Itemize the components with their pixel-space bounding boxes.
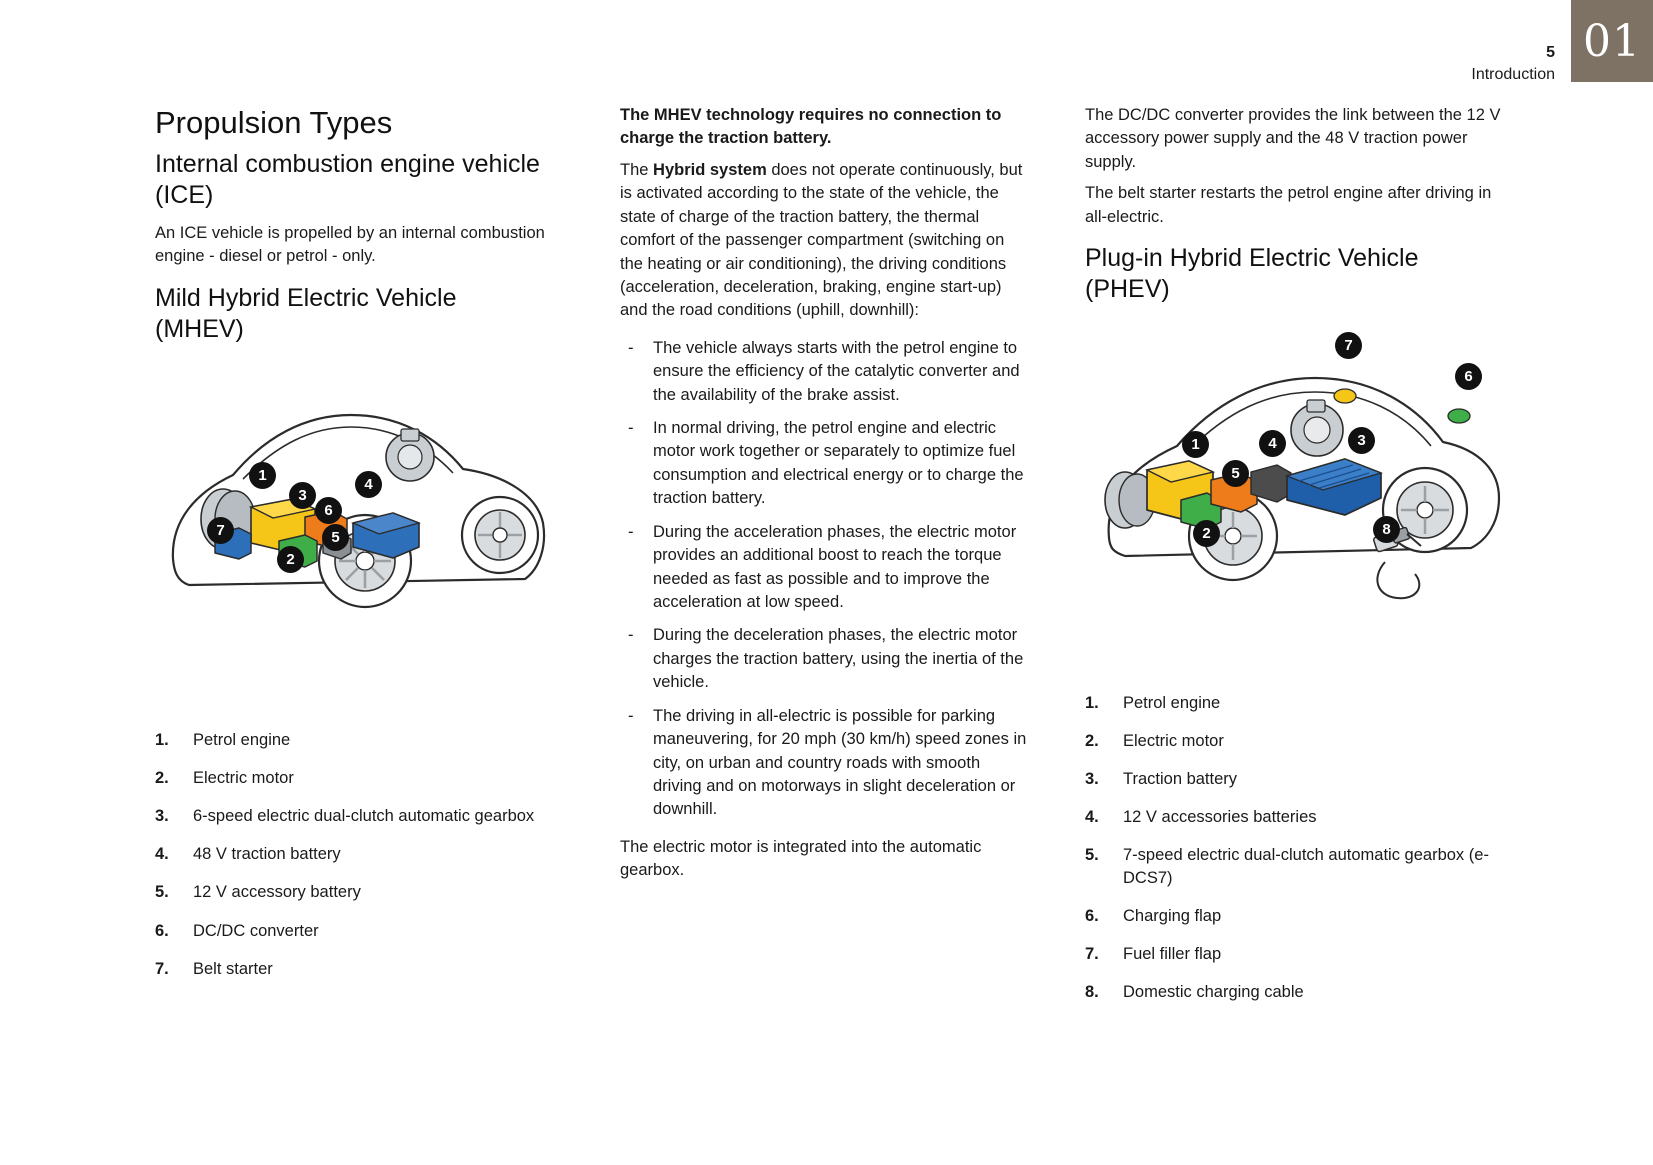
mhev-vehicle-diagram [155, 371, 550, 651]
hybrid-bold-term: Hybrid system [653, 160, 767, 179]
list-item [1085, 730, 1510, 753]
legend-number: 1. [155, 731, 169, 750]
page-content [0, 104, 1653, 1124]
list-item [1085, 692, 1510, 715]
legend-number: 6. [1085, 907, 1099, 926]
legend-label: Petrol engine [193, 731, 291, 750]
list-item: - During the deceleration phases, the electric motor charges the traction battery, using the inertia of the vehicle. [620, 624, 1028, 694]
paragraph-dcdc: The DC/DC converter provides the link between the 12 V accessory power supply and the 48 V traction power supply. [1085, 106, 1501, 171]
legend-label: Traction battery [1123, 769, 1238, 788]
list-item [1085, 768, 1510, 791]
list-item [155, 958, 550, 981]
callout-8: 8 [1373, 516, 1400, 543]
legend-label: Belt starter [193, 959, 273, 978]
callout-1: 1 [249, 462, 276, 489]
list-item [155, 805, 550, 828]
list-item [1085, 943, 1510, 966]
legend-label: 12 V accessories batteries [1123, 807, 1317, 826]
callout-2: 2 [277, 546, 304, 573]
callout-1: 1 [1182, 431, 1209, 458]
section-name: Introduction [1471, 65, 1555, 83]
paragraph-motor-gearbox: The electric motor is integrated into the automatic gearbox. [620, 837, 982, 880]
list-item: - The vehicle always starts with the petrol engine to ensure the efficiency of the catalytic converter and the availability of the brake assist. [620, 337, 1028, 407]
legend-number: 5. [1085, 845, 1099, 864]
legend-number: 7. [1085, 945, 1099, 964]
column-right [1085, 104, 1510, 1019]
phev-vehicle-diagram [1085, 330, 1510, 650]
hybrid-pre-text: The [620, 160, 654, 179]
legend-number: 1. [1085, 693, 1099, 712]
callout-3: 3 [289, 482, 316, 509]
list-item: - During the acceleration phases, the electric motor provides an additional boost to reach the torque needed as fast as possible and to improve the acceleration at low speed. [620, 521, 1028, 615]
list-item [155, 767, 550, 790]
heading-ice: Internal combustion engine vehicle (ICE) [155, 150, 540, 210]
legend-label: Domestic charging cable [1123, 983, 1304, 1002]
callout-2: 2 [1193, 520, 1220, 547]
legend-label: Charging flap [1123, 907, 1222, 926]
mhev-behaviour-list [620, 337, 1028, 822]
legend-label: DC/DC converter [193, 921, 319, 940]
paragraph-ice: An ICE vehicle is propelled by an internal combustion engine - diesel or petrol - only. [155, 223, 545, 266]
list-item [155, 729, 550, 752]
hybrid-post-text: does not operate continuously, but is activated according to the state of the vehicle, the state of charge of the traction battery, the thermal comfort of the passenger compartment (switching on the heating or air conditioning), the driving conditions (acceleration, deceleration, braking, engine start-up) and the road conditions (uphill, downhill): [620, 160, 1023, 320]
callout-7: 7 [1335, 332, 1362, 359]
chapter-badge: 01 [1571, 0, 1653, 82]
page-number: 5 [1546, 44, 1555, 61]
legend-number: 3. [1085, 769, 1099, 788]
accessory-batteries-part [1251, 465, 1291, 502]
list-item [155, 881, 550, 904]
callout-3: 3 [1348, 427, 1375, 454]
legend-label: Petrol engine [1123, 693, 1221, 712]
paragraph-belt-starter: The belt starter restarts the petrol engine after driving in all-electric. [1085, 184, 1492, 226]
legend-label: Fuel filler flap [1123, 945, 1222, 964]
legend-label: 12 V accessory battery [193, 883, 361, 902]
legend-label: 6-speed electric dual-clutch automatic gearbox [193, 807, 535, 826]
list-item [1085, 844, 1510, 890]
legend-number: 4. [155, 845, 169, 864]
list-item: - The driving in all-electric is possible for parking maneuvering, for 20 mph (30 km/h) speed zones in city, on urban and country roads with smooth driving and on motorways in slight deceleration or downhill. [620, 705, 1028, 822]
callout-7: 7 [207, 517, 234, 544]
list-item [1085, 981, 1510, 1004]
column-left [155, 104, 550, 996]
legend-number: 5. [155, 883, 169, 902]
callout-5: 5 [1222, 460, 1249, 487]
front-wheel-icon [462, 497, 538, 573]
page-title: Propulsion Types [155, 105, 393, 140]
list-item [155, 843, 550, 866]
phev-diagram-svg [1085, 330, 1510, 640]
page-header-meta [1471, 42, 1555, 85]
legend-number: 2. [155, 769, 169, 788]
legend-label: 7-speed electric dual-clutch automatic gearbox (e-DCS7) [1123, 845, 1489, 888]
callout-4: 4 [355, 471, 382, 498]
legend-number: 7. [155, 959, 169, 978]
list-item [155, 920, 550, 943]
list-item [1085, 905, 1510, 928]
legend-number: 2. [1085, 731, 1099, 750]
phev-legend-list [1085, 692, 1510, 1005]
mhev-diagram-svg [155, 371, 550, 646]
callout-6: 6 [315, 497, 342, 524]
list-item [1085, 806, 1510, 829]
legend-label: Electric motor [193, 769, 294, 788]
callout-5: 5 [322, 524, 349, 551]
heading-phev: Plug-in Hybrid Electric Vehicle (PHEV) [1085, 244, 1419, 304]
fuel-filler-flap-part [1334, 389, 1356, 403]
legend-number: 3. [155, 807, 169, 826]
legend-number: 6. [155, 921, 169, 940]
callout-4: 4 [1259, 430, 1286, 457]
paragraph-mhev-lead: The MHEV technology requires no connection to charge the traction battery. [620, 106, 1002, 148]
callout-6: 6 [1455, 363, 1482, 390]
legend-label: 48 V traction battery [193, 845, 341, 864]
legend-number: 8. [1085, 983, 1099, 1002]
paragraph-hybrid-system [620, 159, 1028, 323]
column-center [620, 104, 1028, 897]
mhev-legend-list [155, 729, 550, 981]
legend-label: Electric motor [1123, 731, 1224, 750]
list-item: - In normal driving, the petrol engine and electric motor work together or separately to optimize fuel consumption and electrical energy or to charge the traction battery. [620, 417, 1028, 511]
legend-number: 4. [1085, 807, 1099, 826]
charging-flap-part [1448, 409, 1470, 423]
heading-mhev: Mild Hybrid Electric Vehicle (MHEV) [155, 283, 457, 343]
